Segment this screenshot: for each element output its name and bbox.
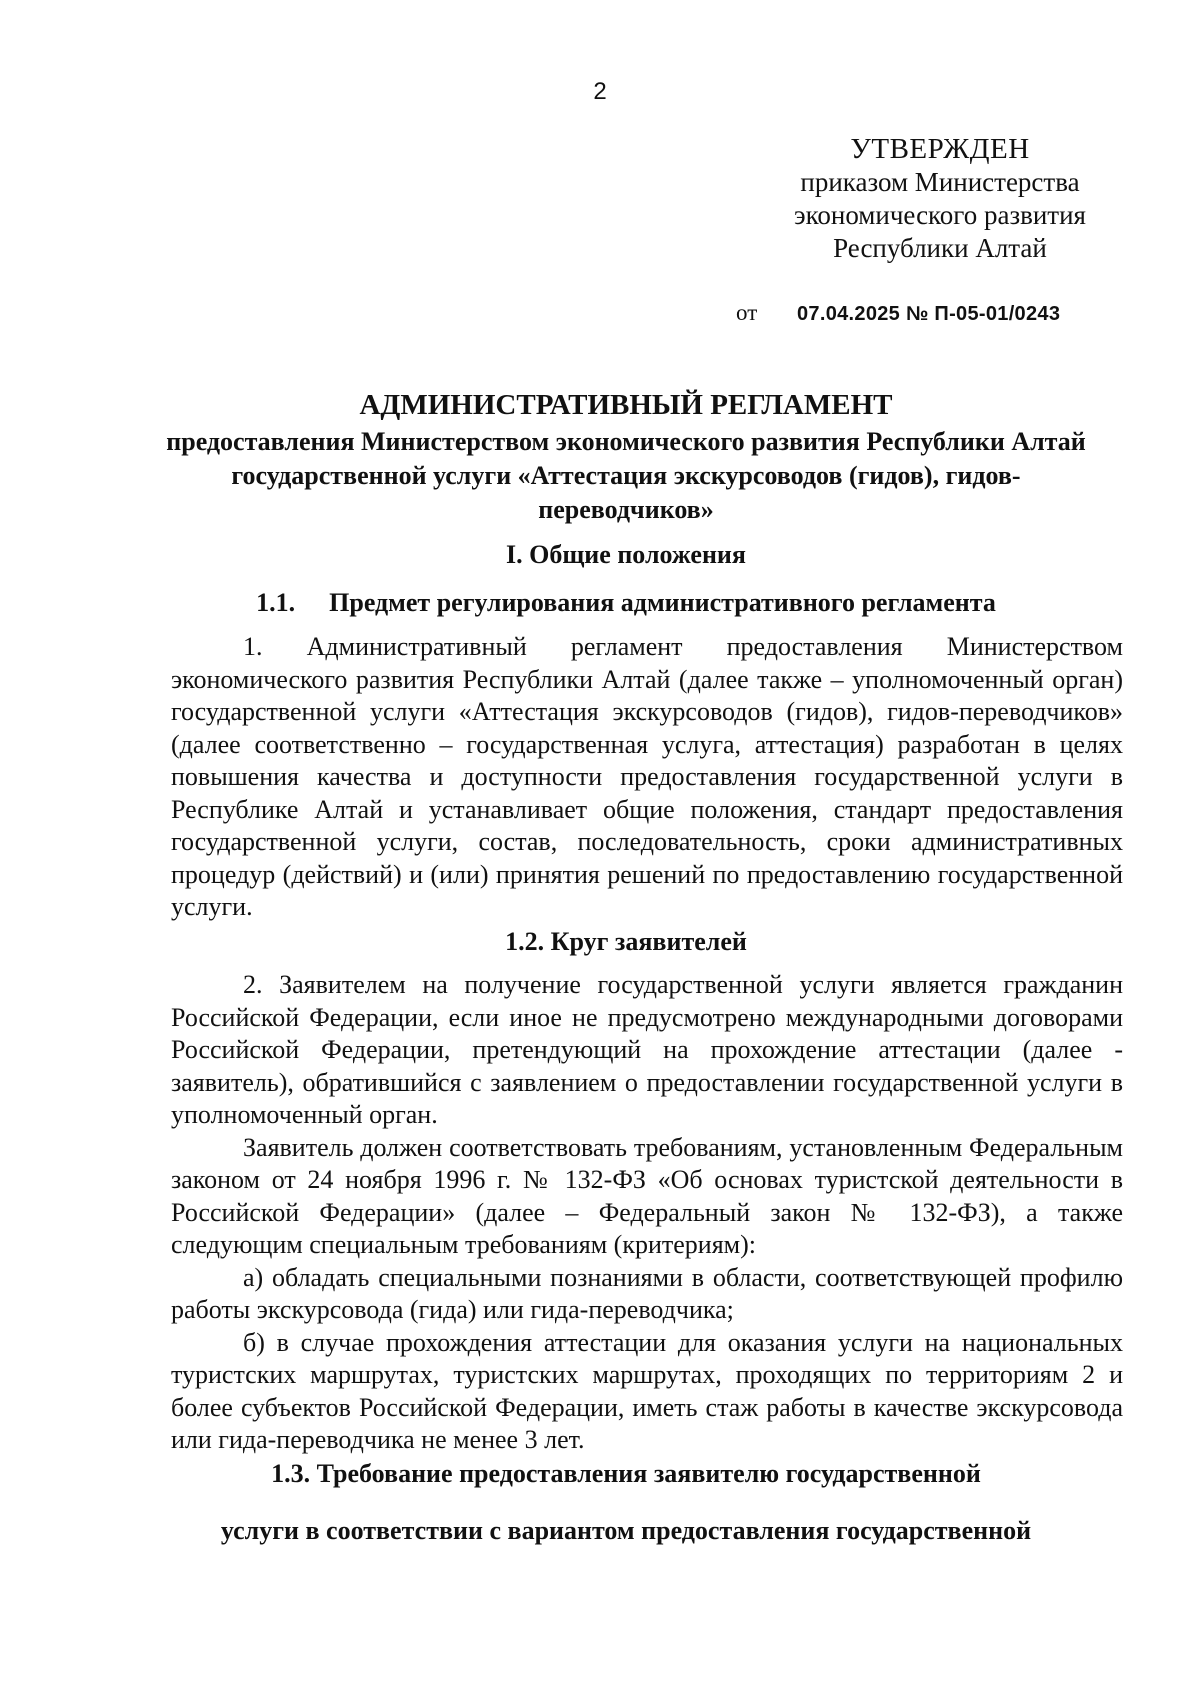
- document-title-main: АДМИНИСТРАТИВНЫЙ РЕГЛАМЕНТ: [359, 389, 893, 421]
- approval-line: приказом Министерства: [800, 167, 1080, 197]
- order-from-label: от: [736, 300, 758, 325]
- paragraph-block-1-2: [171, 969, 1123, 1457]
- approval-stamp: [760, 133, 1120, 265]
- subsection-number: 1.1.: [256, 588, 296, 617]
- order-reference: [736, 300, 1060, 326]
- paragraph: 2. Заявителем на получение государственной услуги является гражданин Российской Федерации, если иное не предусмотрено международными договорами Российской Федерации, претендующий на прохождение аттестации (далее - заявитель), обратившийся с заявлением о предоставлении государственной услуги в уполномоченный орган.: [171, 970, 1123, 1129]
- paragraph: б) в случае прохождения аттестации для оказания услуги на национальных туристских маршрутах, туристских маршрутах, проходящих по территориям 2 и более субъектов Российской Федерации, иметь стаж работы в качестве экскурсовода или гида-переводчика не менее 3 лет.: [171, 1327, 1123, 1454]
- approved-word: УТВЕРЖДЕН: [850, 133, 1030, 165]
- order-number: 07.04.2025 № П-05-01/0243: [797, 303, 1061, 325]
- paragraph: 1. Административный регламент предоставления Министерством экономического развития Республики Алтай (далее также – уполномоченный орган) государственной услуги «Аттестация экскурсоводов (гидов), гидов-переводчиков» (далее соответственно – государственная услуга, аттестация) разработан в целях повышения качества и доступности предоставления государственной услуги в Республике Алтай и устанавливает общие положения, стандарт предоставления государственной услуги, состав, последовательность, сроки административных процедур (действий) и (или) принятия решений по предоставлению государственной услуги.: [171, 632, 1123, 921]
- page-number: 2: [593, 78, 607, 105]
- paragraph: а) обладать специальными познаниями в области, соответствующей профилю работы экскурсовода (гида) или гида-переводчика;: [171, 1262, 1123, 1324]
- document-title: [150, 388, 1102, 527]
- approval-line: экономического развития: [794, 200, 1086, 230]
- paragraph-block-1-1: [171, 631, 1123, 924]
- paragraph: Заявитель должен соответствовать требованиям, установленным Федеральным законом от 24 ноября 1996 г. № 132-ФЗ «Об основах туристской деятельности в Российской Федерации» (далее – Федеральный закон № 132-ФЗ), а также следующим специальным требованиям (критериям):: [171, 1132, 1123, 1259]
- section-heading-general: I. Общие положения: [506, 540, 746, 569]
- subsection-heading-1-1: [150, 586, 1102, 620]
- document-title-sub: предоставления Министерством экономического развития Республики Алтай государственной услуги «Аттестация экскурсоводов (гидов), гидов-переводчиков»: [166, 427, 1086, 524]
- subsection-title: Предмет регулирования административного регламента: [329, 588, 996, 617]
- subsection-heading-1-3-line2: услуги в соответствии с вариантом предоставления государственной: [220, 1516, 1032, 1545]
- subsection-heading-1-2: 1.2. Круг заявителей: [505, 927, 747, 956]
- subsection-heading-1-3-line1: 1.3. Требование предоставления заявителю государственной: [271, 1459, 981, 1488]
- approval-line: Республики Алтай: [833, 233, 1047, 263]
